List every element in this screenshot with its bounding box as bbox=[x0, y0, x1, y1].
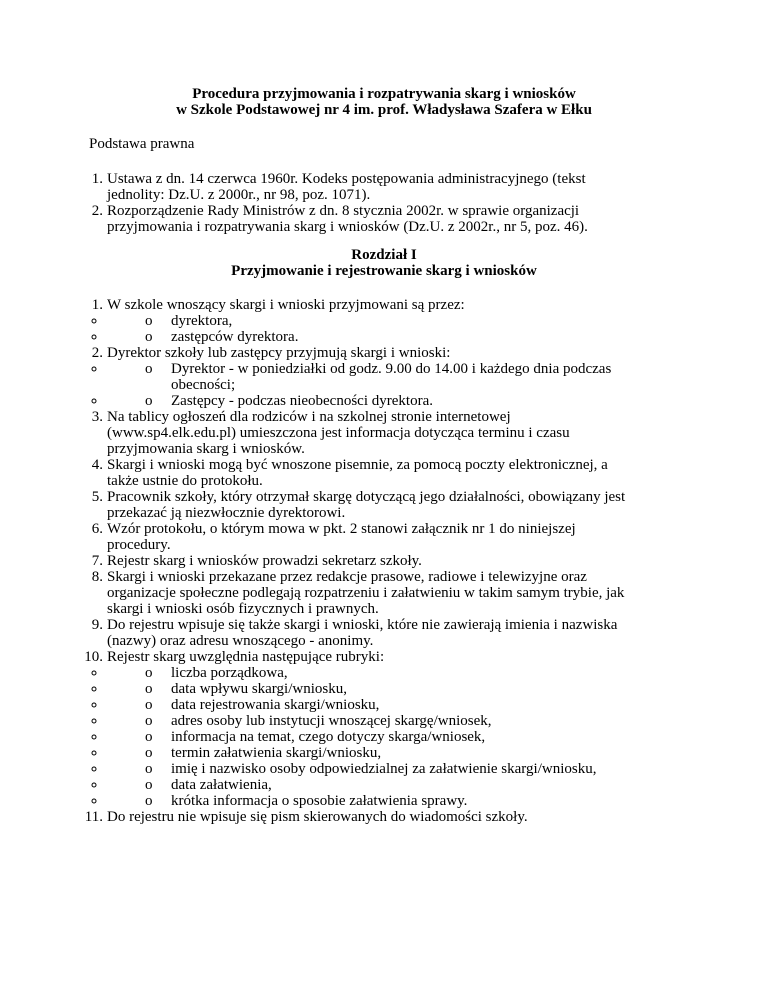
legal-basis-heading: Podstawa prawna bbox=[89, 136, 195, 152]
legal-basis-list bbox=[91, 171, 707, 235]
list-item bbox=[91, 489, 707, 521]
sub-list bbox=[107, 665, 707, 809]
item-number: 7. bbox=[91, 553, 103, 569]
item-text-line: Do rejestru wpisuje się także skargi i wnioski, które nie zawierają imienia i nazwiska bbox=[107, 617, 618, 633]
sub-item bbox=[107, 745, 707, 761]
item-text: Rejestr skarg uwzględnia następujące rubryki: bbox=[107, 649, 385, 665]
bullet-icon: ◦ o bbox=[145, 681, 153, 697]
sub-item bbox=[107, 665, 707, 681]
item-number: 3. bbox=[91, 409, 103, 425]
item-text-line: skargi i wnioski osób fizycznych i prawnych. bbox=[107, 601, 379, 617]
item-number: 5. bbox=[91, 489, 103, 505]
list-item bbox=[91, 569, 707, 617]
item-number: 2. bbox=[91, 345, 103, 361]
sub-item-text: imię i nazwisko osoby odpowiedzialnej za załatwienie skargi/wniosku, bbox=[171, 761, 597, 777]
list-item bbox=[91, 297, 707, 345]
item-number: 1. bbox=[91, 297, 103, 313]
sub-item-text: zastępców dyrektora. bbox=[171, 329, 299, 345]
list-item bbox=[84, 809, 707, 825]
item-text-line: procedury. bbox=[107, 537, 171, 553]
item-text: Rejestr skarg i wniosków prowadzi sekretarz szkoły. bbox=[107, 553, 422, 569]
item-text-line: Pracownik szkoły, który otrzymał skargę dotyczącą jego działalności, obowiązany jest bbox=[107, 489, 626, 505]
sub-list bbox=[107, 313, 707, 345]
sub-item-text: liczba porządkowa, bbox=[171, 665, 288, 681]
item-text-line: (nazwy) oraz adresu wnoszącego - anonimy. bbox=[107, 633, 374, 649]
sub-item-text: data załatwienia, bbox=[171, 777, 272, 793]
list-item bbox=[91, 345, 707, 409]
sub-list bbox=[107, 361, 707, 409]
sub-item bbox=[107, 777, 707, 793]
chapter-title: Przyjmowanie i rejestrowanie skarg i wniosków bbox=[231, 263, 537, 279]
list-item bbox=[91, 521, 707, 553]
item-text-line: Ustawa z dn. 14 czerwca 1960r. Kodeks postępowania administracyjnego (tekst bbox=[107, 171, 586, 187]
bullet-icon: ◦ o bbox=[145, 665, 153, 681]
item-text-line: Skargi i wnioski przekazane przez redakcje prasowe, radiowe i telewizyjne oraz bbox=[107, 569, 587, 585]
item-number: 11. bbox=[84, 809, 103, 825]
sub-item-text: data wpływu skargi/wniosku, bbox=[171, 681, 347, 697]
bullet-icon: ◦ o bbox=[145, 313, 153, 329]
list-item bbox=[91, 203, 707, 235]
bullet-icon: ◦ o bbox=[145, 777, 153, 793]
bullet-icon: ◦ o bbox=[145, 361, 153, 377]
item-text-line: jednolity: Dz.U. z 2000r., nr 98, poz. 1071). bbox=[107, 187, 371, 203]
list-item bbox=[84, 649, 707, 809]
item-text-line: przyjmowania skarg i wniosków. bbox=[107, 441, 305, 457]
sub-item bbox=[107, 761, 707, 777]
item-number: 6. bbox=[91, 521, 103, 537]
sub-item-text: Dyrektor - w poniedziałki od godz. 9.00 do 14.00 i każdego dnia podczas bbox=[171, 361, 612, 377]
list-item bbox=[91, 457, 707, 489]
item-number: 1. bbox=[91, 171, 103, 187]
item-number: 2. bbox=[91, 203, 103, 219]
sub-item bbox=[107, 313, 707, 329]
item-text-line: Skargi i wnioski mogą być wnoszone pisemnie, za pomocą poczty elektronicznej, a bbox=[107, 457, 608, 473]
item-text-line: Wzór protokołu, o którym mowa w pkt. 2 stanowi załącznik nr 1 do niniejszej bbox=[107, 521, 576, 537]
procedure-list bbox=[84, 297, 707, 825]
sub-item-text: obecności; bbox=[171, 377, 236, 393]
item-text-line: przekazać ją niezwłocznie dyrektorowi. bbox=[107, 505, 346, 521]
bullet-icon: ◦ o bbox=[145, 729, 153, 745]
sub-item-text: Zastępcy - podczas nieobecności dyrektora. bbox=[171, 393, 433, 409]
item-text: W szkole wnoszący skargi i wnioski przyjmowani są przez: bbox=[107, 297, 465, 313]
sub-item bbox=[107, 681, 707, 697]
bullet-icon: ◦ o bbox=[145, 713, 153, 729]
item-text: Do rejestru nie wpisuje się pism skierowanych do wiadomości szkoły. bbox=[107, 809, 528, 825]
item-number: 8. bbox=[91, 569, 103, 585]
item-text-line: (www.sp4.elk.edu.pl) umieszczona jest informacja dotycząca terminu i czasu bbox=[107, 425, 570, 441]
sub-item bbox=[107, 697, 707, 713]
sub-item-text: adres osoby lub instytucji wnoszącej skargę/wniosek, bbox=[171, 713, 492, 729]
sub-item bbox=[107, 361, 707, 393]
item-number: 9. bbox=[91, 617, 103, 633]
sub-item-text: termin załatwienia skargi/wniosku, bbox=[171, 745, 382, 761]
list-item bbox=[91, 409, 707, 457]
sub-item bbox=[107, 713, 707, 729]
bullet-icon: ◦ o bbox=[145, 393, 153, 409]
item-number: 10. bbox=[84, 649, 103, 665]
bullet-icon: ◦ o bbox=[145, 745, 153, 761]
chapter-label: Rozdział I bbox=[351, 247, 417, 263]
sub-item-text: informacja na temat, czego dotyczy skarga/wniosek, bbox=[171, 729, 486, 745]
list-item bbox=[91, 617, 707, 649]
document-title-line-2: w Szkole Podstawowej nr 4 im. prof. Władysława Szafera w Ełku bbox=[176, 102, 592, 118]
item-text-line: Rozporządzenie Rady Ministrów z dn. 8 stycznia 2002r. w sprawie organizacji bbox=[107, 203, 580, 219]
sub-item bbox=[107, 329, 707, 345]
document-title-line-1: Procedura przyjmowania i rozpatrywania skarg i wniosków bbox=[192, 86, 576, 102]
item-text-line: także ustnie do protokołu. bbox=[107, 473, 263, 489]
sub-item-text: dyrektora, bbox=[171, 313, 233, 329]
bullet-icon: ◦ o bbox=[145, 329, 153, 345]
bullet-icon: ◦ o bbox=[145, 697, 153, 713]
list-item bbox=[91, 553, 707, 569]
item-number: 4. bbox=[91, 457, 103, 473]
item-text-line: przyjmowania i rozpatrywania skarg i wniosków (Dz.U. z 2002r., nr 5, poz. 46). bbox=[107, 219, 588, 235]
bullet-icon: ◦ o bbox=[145, 793, 153, 809]
sub-item bbox=[107, 729, 707, 745]
sub-item-text: data rejestrowania skargi/wniosku, bbox=[171, 697, 380, 713]
item-text-line: Na tablicy ogłoszeń dla rodziców i na szkolnej stronie internetowej bbox=[107, 409, 511, 425]
sub-item bbox=[107, 393, 707, 409]
sub-item-text: krótka informacja o sposobie załatwienia sprawy. bbox=[171, 793, 468, 809]
bullet-icon: ◦ o bbox=[145, 761, 153, 777]
item-text: Dyrektor szkoły lub zastępcy przyjmują skargi i wnioski: bbox=[107, 345, 451, 361]
list-item bbox=[91, 171, 707, 203]
item-text-line: organizacje społeczne podlegają rozpatrzeniu i załatwieniu w takim samym trybie, jak bbox=[107, 585, 625, 601]
sub-item bbox=[107, 793, 707, 809]
